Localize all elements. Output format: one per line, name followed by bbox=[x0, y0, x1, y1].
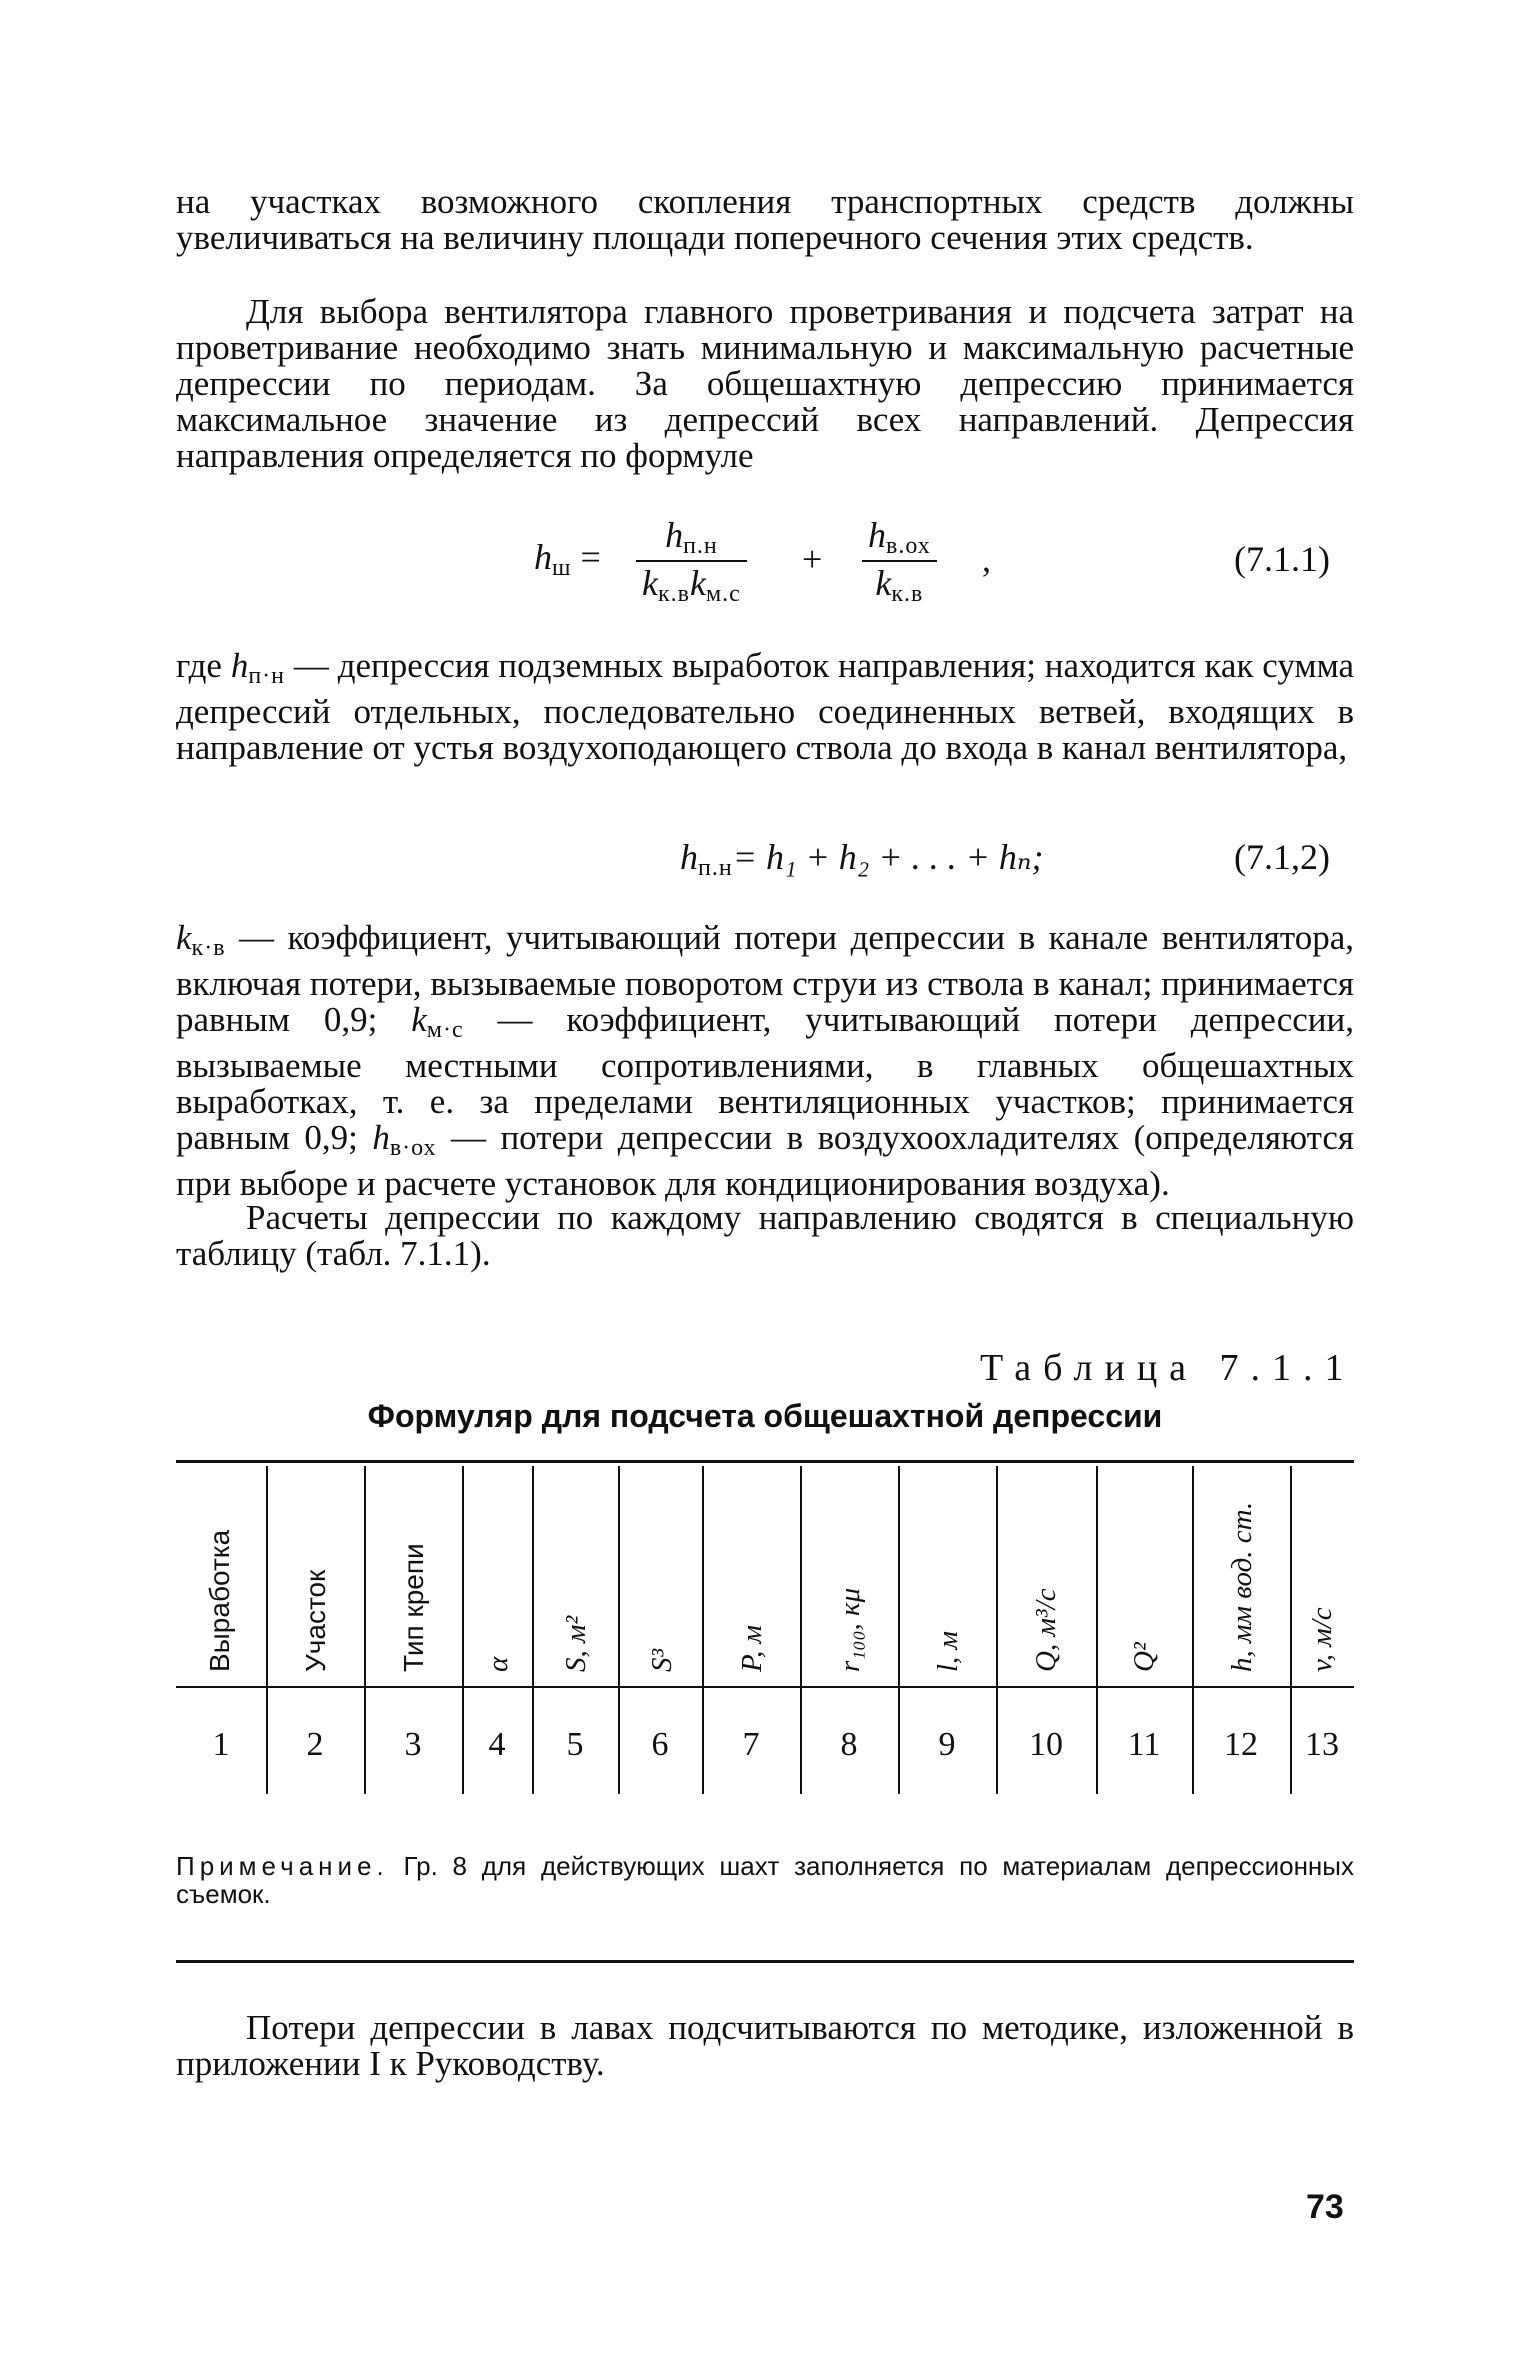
paragraph-5: Расчеты депрессии по каждому направлению сводятся в специальную таблицу (табл. 7.1.1). bbox=[176, 1198, 1354, 1273]
col-number-5: 5 bbox=[566, 1726, 584, 1763]
col-header-13: v, м/с bbox=[1306, 1607, 1338, 1672]
col-number-7: 7 bbox=[742, 1726, 760, 1763]
fraction-2: $h_{в.ох}$ $k_{к.в}$ bbox=[862, 514, 937, 608]
paragraph-6: Потери депрессии в лавах подсчитываются по методике, изложенной в приложении I к Руководству. bbox=[176, 2008, 1354, 2083]
section-divider bbox=[176, 1960, 1354, 1963]
document-page: на участках возможного скопления транспортных средств должны увеличиваться на величину площади поперечного сечения этих средств. Для выбора вентилятора главного проветривания и подсчета затрат на проветривание необходимо знать минимальную и максимальную расчетные депрессии по периодам. За общешахтную депрессию принимается максимальное значение из депрессий всех направлений. Депрессия направления определяется по формуле $h_ш$ = $h_{п.н}$ $k_{к.в}k_{м.с}$ + $h_{в.ох}$ $k_{к.в}$ , (7.1.1) где $h_{п\cdot н}$ — депрессия подземных выработок направления; находится как сумма депрессий отдельных, последовательно соединенных ветвей, входящих в направление от устья воздухоподающего ствола до входа в канал вентилятора, $h_{п.н}= h_1 + h_2$ + . . . + hₙ; (7.1,2) $k_{к\cdot в}$ — коэффициент, учитывающий потери депрессии в канале вентилятора, включая потери, вызываемые поворотом струи из ствола в канал; принимается равным 0,9; $k_{м\cdot с}$ — коэффициент, учитывающий потери депрессии, вызываемые местными сопротивлениями, в главных общешахтных выработках, т. е. за пределами вентиляционных участков; принимается равным 0,9; $h_{в\cdot ох}$ — потери депрессии в воздухоохладителях (определяются при выборе и расчете установок для кондиционирования воздуха). Расчеты депрессии по каждому направлению сводятся в специальную таблицу (табл. 7.1.1). Таблица 7.1.1 Формуляр для подсчета общешахтной депрессии Выработка Участок Тип крепи α S, м² S³ P, м r₁₀₀, кμ l, м Q, м³/с Q² h, мм вод. ст. v, м/с 1 2 3 4 5 6 7 8 9 10 11 12 13 Примечание. Гр. 8 для действующих шахт заполняется по материалам депрессионных съемок. Потери депрессии в лавах подсчитываются по методике, изложенной в приложении I к Руководству. 73 bbox=[176, 182, 1356, 2226]
col-number-11: 11 bbox=[1127, 1726, 1161, 1763]
formula-2-body: $h_{п.н}= h_1 + h_2$ + . . . + hₙ; bbox=[680, 837, 1044, 881]
col-header-10: Q, м³/с bbox=[1030, 1588, 1062, 1672]
fraction-1: $h_{п.н}$ $k_{к.в}k_{м.с}$ bbox=[636, 514, 747, 608]
col-number-3: 3 bbox=[404, 1726, 422, 1763]
plus-sign: + bbox=[802, 539, 823, 579]
col-number-12: 12 bbox=[1224, 1726, 1258, 1763]
col-number-9: 9 bbox=[938, 1726, 956, 1763]
col-number-2: 2 bbox=[306, 1726, 324, 1763]
col-header-6: S³ bbox=[646, 1648, 678, 1672]
paragraph-2: Для выбора вентилятора главного проветривания и подсчета затрат на проветривание необходимо знать минимальную и максимальную расчетные депрессии по периодам. За общешахтную депрессию принимается максимальное значение из депрессий всех направлений. Депрессия направления определяется по формуле bbox=[176, 292, 1354, 475]
col-number-13: 13 bbox=[1305, 1726, 1339, 1763]
col-number-4: 4 bbox=[488, 1726, 506, 1763]
col-header-4: α bbox=[482, 1656, 514, 1672]
col-header-12: h, мм вод. ст. bbox=[1226, 1501, 1258, 1672]
col-header-9: l, м bbox=[932, 1630, 964, 1672]
equation-number-1: (7.1.1) bbox=[1234, 539, 1330, 579]
col-number-10: 10 bbox=[1029, 1726, 1063, 1763]
paragraph-1: на участках возможного скопления транспортных средств должны увеличиваться на величину площади поперечного сечения этих средств. bbox=[176, 182, 1354, 257]
equation-number-2: (7.1,2) bbox=[1234, 837, 1330, 877]
col-number-6: 6 bbox=[651, 1726, 669, 1763]
col-number-8: 8 bbox=[840, 1726, 858, 1763]
page-number: 73 bbox=[1306, 2188, 1344, 2226]
table-caption: Формуляр для подсчета общешахтной депрессии bbox=[367, 1398, 1163, 1434]
col-header-7: P, м bbox=[736, 1625, 768, 1672]
col-header-2: Участок bbox=[300, 1569, 331, 1672]
formula-lhs: $h_ш$ = bbox=[534, 537, 601, 581]
col-header-5: S, м² bbox=[560, 1615, 592, 1672]
paragraph-4: $k_{к\cdot в}$ — коэффициент, учитывающий потери депрессии в канале вентилятора, включая потери, вызываемые поворотом струи из ствола в канал; принимается равным 0,9; $k_{м\cdot с}$ — коэффициент, учитывающий потери депрессии, вызываемые местными сопротивлениями, в главных общешахтных выработках, т. е. за пределами вентиляционных участков; принимается равным 0,9; $h_{в\cdot ох}$ — потери депрессии в воздухоохладителях (определяются при выборе и расчете установок для кондиционирования воздуха). bbox=[176, 918, 1355, 1203]
table-note: Примечание. Гр. 8 для действующих шахт заполняется по материалам депрессионных съемок. bbox=[176, 1851, 1354, 1909]
paragraph-3: где $h_{п\cdot н}$ — депрессия подземных выработок направления; находится как сумма депрессий отдельных, последовательно соединенных ветвей, входящих в направление от устья воздухоподающего ствола до входа в канал вентилятора, bbox=[176, 646, 1355, 767]
col-number-1: 1 bbox=[212, 1726, 230, 1763]
col-header-11: Q² bbox=[1128, 1642, 1160, 1672]
col-header-3: Тип крепи bbox=[398, 1543, 429, 1672]
table-label: Таблица 7.1.1 bbox=[980, 1347, 1356, 1389]
col-header-1: Выработка bbox=[204, 1529, 235, 1672]
col-header-8: r₁₀₀, кμ bbox=[834, 1587, 866, 1672]
